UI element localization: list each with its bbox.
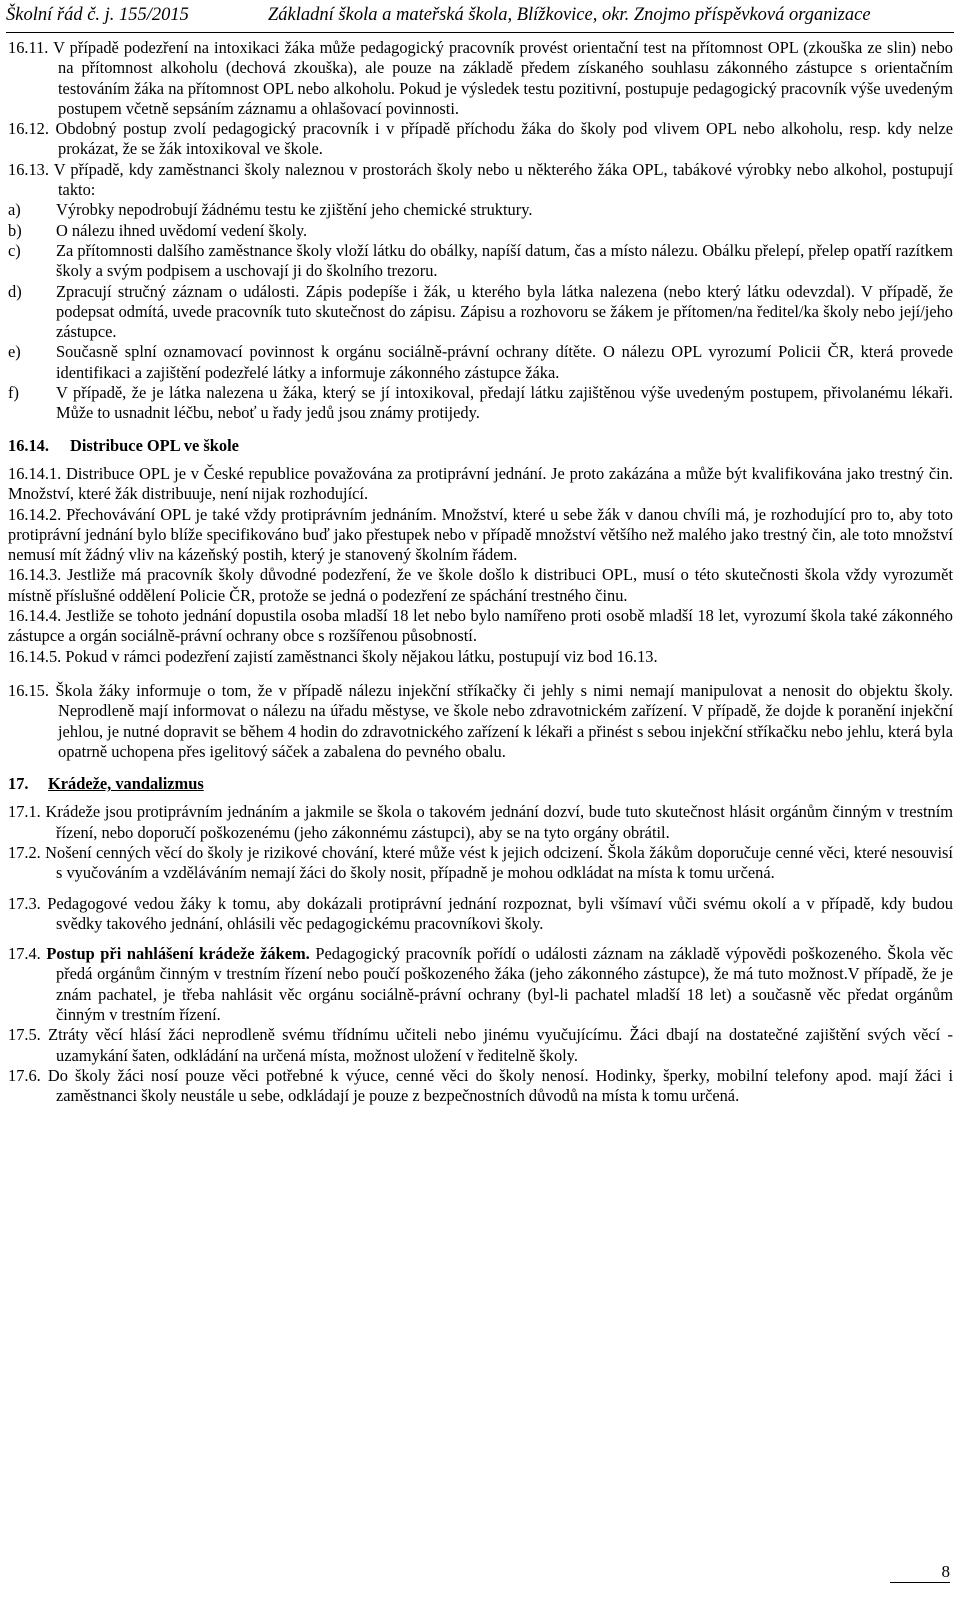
para-17-3: 17.3. Pedagogové vedou žáky k tomu, aby dokázali protiprávní jednání rozpoznat, byli všímaví vůči svému okolí a v případě, kdy budou svědky takového jednání, ohlásili věc pedagogickému pracovníkovi školy.	[8, 893, 953, 933]
procedure-list	[8, 200, 953, 423]
list-item: f) V případě, že je látka nalezena u žáka, který se jí intoxikoval, předají látku zajištěnou výše uvedeným postupem, přivolanému lékaři. Může to usnadnit léčbu, neboť u řady jedů jsou známy protijedy.	[8, 383, 953, 423]
para-17-5: 17.5. Ztráty věcí hlásí žáci neprodleně svému třídnímu učiteli nebo jinému vyučujícímu. Žáci dbají na dostatečné zajištění svých věcí - uzamykání šaten, odkládání na určená místa, možnost uložení v ředitelně školy.	[8, 1025, 953, 1065]
para-16-11: 16.11. V případě podezření na intoxikaci žáka může pedagogický pracovník provést orientační test na přítomnost OPL (zkouška ze slin) nebo na přítomnost alkoholu (dechová zkouška), ale pouze na základě předem získaného souhlasu zákonného zástupce s orientačním testováním žáka na přítomnost OPL nebo alkoholu. Pokud je výsledek testu pozitivní, postupuje pedagogický pracovník výše uvedeným postupem včetně sepsáním záznamu a ohlašovací povinnosti.	[8, 38, 953, 118]
header-school-name: Základní škola a mateřská škola, Blížkovice, okr. Znojmo příspěvková organizace	[268, 5, 871, 25]
para-17-1: 17.1. Krádeže jsou protiprávním jednáním a jakmile se škola o takovém jednání dozví, bude tuto skutečnost hlásit orgánům činným v trestním řízení, nebo doporučí poškozenému (jeho zákonnému zástupci), aby se na tyto orgány obrátil.	[8, 802, 953, 842]
document-body	[8, 38, 953, 1107]
para-16-13: 16.13. V případě, kdy zaměstnanci školy naleznou v prostorách školy nebo u některého žáka OPL, tabákové výrobky nebo alkohol, postupují takto:	[8, 159, 953, 200]
para-16-15: 16.15. Škola žáky informuje o tom, že v případě nálezu injekční stříkačky či jehly s nimi nemají manipulovat a nenosit do objektu školy. Neprodleně mají informovat o nálezu na úřadu městyse, ve škole nebo zdravotnickém zařízení. V případě, že dojde k poranění injekční jehlou, je nutné dopravit se během 4 hodin do zdravotnického zařízení k lékaři a přinést s sebou injekční stříkačku nebo jehlu, která byla opatrně uchopena přes igelitový sáček a zabalena do pevného obalu.	[8, 680, 953, 761]
para-17-4: 17.4. Postup při nahlášení krádeže žákem. Pedagogický pracovník pořídí o události záznam na základě výpovědi poškozeného. Škola věc předá orgánům činným v trestním řízení nebo poučí poškozeného žáka (jeho zákonného zástupce), že má tuto možnost.V případě, že je znám pachatel, je třeba nahlásit věc orgánu sociálně-právní ochrany (byl-li pachatel mladší 18 let) a současně věc předat orgánům činným v trestním řízení.	[8, 944, 953, 1025]
para-16-12: 16.12. Obdobný postup zvolí pedagogický pracovník i v případě příchodu žáka do školy pod vlivem OPL nebo alkoholu, resp. kdy nelze prokázat, že se žák intoxikoval ve škole.	[8, 119, 953, 159]
section-heading-17: 17. Krádeže, vandalizmus	[8, 774, 204, 794]
para-16-14-2: 16.14.2. Přechovávání OPL je také vždy protiprávním jednáním. Množství, které u sebe žák v danou chvíli má, je rozhodující pro to, aby toto protiprávní jednání bylo blíže specifikováno buď jako přestupek nebo v případě množství většího než malého jako trestný čin, ale toto množství nemusí mít žádný vliv na kázeňský postih, který je stanovený školním řádem.	[8, 504, 953, 565]
para-17-6: 17.6. Do školy žáci nosí pouze věci potřebné k výuce, cenné věci do školy nenosí. Hodinky, šperky, mobilní telefony apod. mají žáci i zaměstnanci školy neustále u sebe, odkládají je pouze z bezpečnostních důvodů na místa k tomu určená.	[8, 1065, 953, 1106]
para-16-14-5: 16.14.5. Pokud v rámci podezření zajistí zaměstnanci školy nějakou látku, postupují viz bod 16.13.	[8, 646, 658, 666]
para-16-14-4: 16.14.4. Jestliže se tohoto jednání dopustila osoba mladší 18 let nebo bylo namířeno proti osobě mladší 18 let, vyrozumí škola také zákonného zástupce a orgán sociálně-právní ochrany obce s rozšířenou působností.	[8, 606, 953, 646]
list-item: e) Současně splní oznamovací povinnost k orgánu sociálně-právní ochrany dítěte. O nálezu OPL vyrozumí Policii ČR, která provede identifikaci a zajištění podezřelé látky a informuje zákonného zástupce žáka.	[8, 342, 953, 382]
page-header	[6, 2, 954, 33]
list-item: d) Zpracují stručný záznam o události. Zápis podepíše i žák, u kterého byla látka nalezena (nebo který látku odevzdal). V případě, že podepsat odmítá, uvede pracovník tuto skutečnost do zápisu. Zápisu a rozhovoru se žákem je přítomen/na ředitel/ka školy nebo její/jeho zástupce.	[8, 281, 953, 342]
para-16-14-3: 16.14.3. Jestliže má pracovník školy důvodné podezření, že ve škole došlo k distribuci OPL, musí o této skutečnosti škola vždy vyrozumět místně příslušné oddělení Policie ČR, protože se jedná o podezření ze spáchání trestného činu.	[8, 565, 953, 605]
list-item: c) Za přítomnosti dalšího zaměstnance školy vloží látku do obálky, napíší datum, čas a místo nálezu. Obálku přelepí, přelep opatří razítkem školy a svým podpisem a uschovají ji do školního trezoru.	[8, 240, 953, 281]
para-17-2: 17.2. Nošení cenných věcí do školy je rizikové chování, které může vést k jejich odcizení. Škola žákům doporučuje cenné věci, které nesouvisí s vyučováním a vzděláváním nemají žáci do školy nosit, případně je mohou odkládat na místa k tomu určená.	[8, 842, 953, 883]
list-item: b) O nálezu ihned uvědomí vedení školy.	[8, 220, 308, 240]
page-number: 8	[890, 1562, 950, 1583]
list-item: a) Výrobky nepodrobují žádnému testu ke zjištění jeho chemické struktury.	[8, 200, 533, 220]
para-16-14-1: 16.14.1. Distribuce OPL je v České republice považována za protiprávní jednání. Je proto zakázána a může být kvalifikována jako trestný čin. Množství, které žák distribuuje, není nijak rozhodující.	[8, 463, 953, 504]
header-doc-id: Školní řád č. j. 155/2015	[6, 5, 189, 25]
section-heading-16-14: 16.14. Distribuce OPL ve škole	[8, 435, 239, 455]
